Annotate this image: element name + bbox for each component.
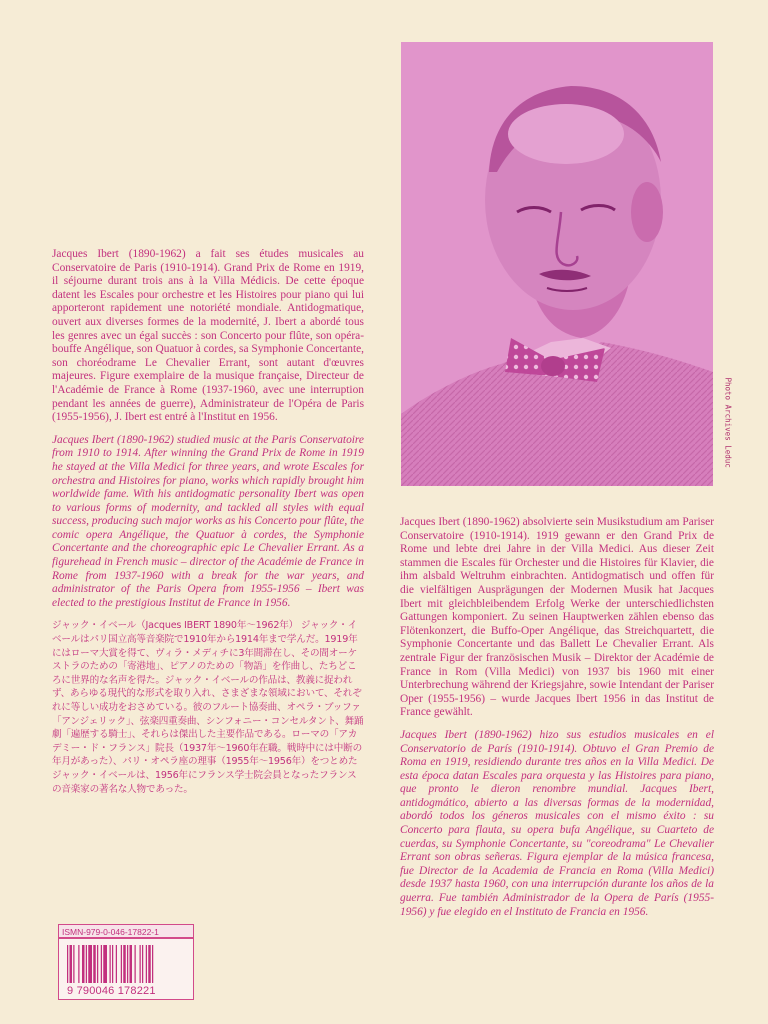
barcode-bar [70, 945, 73, 983]
barcode-bars [67, 945, 187, 985]
barcode-bar [88, 945, 92, 983]
barcode-bar [123, 945, 126, 983]
barcode-bar [78, 945, 79, 983]
barcode-bar [121, 945, 122, 983]
barcode-bar [140, 945, 141, 983]
barcode-bar [135, 945, 136, 983]
barcode-bar [110, 945, 111, 983]
barcode-bar [82, 945, 85, 983]
right-text-column [400, 516, 714, 928]
barcode-bar [73, 945, 74, 983]
barcode-bar [130, 945, 133, 983]
spanish-biography: Jacques Ibert (1890-1962) hizo sus estudios musicales en el Conservatorio de París (1910-1914). Obtuvo el Gran Premio de Roma en 1919, residiendo durante tres años en la Villa Medici. De esta época datan Escales para orquesta y las Histoires para piano, que pronto le dieron renombre mundial. Jacques Ibert, antidogmático, abierto a las diversas formas de la modernidad, abordó todos los géneros musicales con el mismo éxito : su Concerto para flauta, su opera bufa Angélique, su Cuarteto de cuerdas, su Symphonie Concertante, su "coreodrama" Le Chevalier Errant son obras señeras. Figura ejemplar de la música francesa, fue Director de la Academia de Francia en Roma (Villa Medici) desde 1937 hasta 1960, con una interrupción durante los años de la guerra. Fue también Administrador de la Opera de París (1955-1956) y fue elegido en el Instituto de Francia en 1956. [400, 728, 714, 918]
left-text-column [52, 248, 364, 805]
barcode-bar [112, 945, 113, 983]
barcode-bar [116, 945, 117, 983]
barcode [58, 938, 194, 1000]
portrait-illustration [401, 42, 713, 486]
barcode-bar [67, 945, 68, 983]
french-biography: Jacques Ibert (1890-1962) a fait ses études musicales au Conservatoire de Paris (1910-1914). Grand Prix de Rome en 1919, il séjourne durant trois ans à la Villa Médicis. De cette époque datent les Escales pour orchestre et les Histoires pour piano qui lui apporteront rapidement une notoriété mondiale. Antidogmatique, ouvert aux diverses formes de la modernité, J. Ibert a abordé tous les genres avec un égal succès : son Concerto pour flûte, son opéra-bouffe Angélique, son Quatuor à cordes, sa Symphonie Concertante, son choréodrame Le Chevalier Errant, sont autant d'œuvres majeures. Figure exemplaire de la musique française, Directeur de l'Académie de France à Rome (1937-1960, avec une interruption pendant les années de guerre), Administrateur de l'Opéra de Paris (1955-1956), J. Ibert est entré à l'Institut en 1956. [52, 248, 365, 424]
ismn-label: ISMN-979-0-046-17822-1 [58, 924, 194, 938]
composer-portrait-photo [401, 42, 713, 486]
japanese-biography: ジャック・イベール（Jacques IBERT 1890年〜1962年） ジャック・イベールはパリ国立高等音楽院で1910年から1914年まで学んだ。1919年にはローマ大賞を得て、ヴィラ・メディチに3年間滞在し、その間オーケストラのための「寄港地」、ピアノのための「物語」を作曲し、たちどころに世界的な名声を得た。ジャック・イベールの作品は、教義に捉われず、あらゆる現代的な形式を取り入れ、さまざまな領域において、それぞれに等しい成功をおさめている。彼のフルート協奏曲、オペラ・ブッファ「アンジェリック」、弦楽四重奏曲、シンフォニー・コンセルタント、舞踊劇「遍歴する騎士」、それらは傑出した主要作品である。ローマの「アカデミー・ド・フランス」院長（1937年〜1960年在職。戦時中には中断の年月があった）、パリ・オペラ座の理事（1955年〜1956年）をつとめたジャック・イベールは、1956年にフランス学士院会員となったフランスの音楽家の著名な人物であった。 [52, 620, 364, 795]
barcode-bar [97, 945, 98, 983]
barcode-bar [148, 945, 151, 983]
barcode-bar [86, 945, 87, 983]
barcode-bar [142, 945, 143, 983]
barcode-bar [127, 945, 128, 983]
barcode-bar [146, 945, 147, 983]
barcode-digits: 9 790046 178221 [67, 985, 156, 997]
english-biography: Jacques Ibert (1890-1962) studied music at the Paris Conservatoire from 1910 to 1914. After winning the Grand Prix de Rome in 1919 he stayed at the Villa Medici for three years, and wrote Escales for orchestra and Histoires for piano, works which rapidly brought him worldwide fame. With his antidogmatic personality Ibert was open to various forms of modernity, and tackled all styles with equal success, producing such major works as his Concerto pour flûte, the comic opera Angélique, the Quatuor à cordes, the Symphonie Concertante and the choreographic epic Le Chevalier Errant. As a figurehead in French music – director of the Académie de France in Rome from 1937-1960 with a break for the war years, and administrator of the Paris Opera from 1955-1956 – Ibert was elected to the prestigious Institut de France in 1956. [52, 433, 364, 609]
barcode-bar [93, 945, 96, 983]
barcode-bar [103, 945, 107, 983]
barcode-bar [152, 945, 153, 983]
photo-credit: Photo Archives Leduc [723, 377, 733, 468]
german-biography: Jacques Ibert (1890-1962) absolvierte sein Musikstudium am Pariser Conservatoire (1910-1914). 1919 gewann er den Grand Prix de Rome und lebte drei Jahre in der Villa Medici. Aus dieser Zeit stammen die Escales für Orchester und die Histoires für Klavier, die ihm alsbald Weltruhm einbrachten. Antidogmatisch und offen für die vielfältigen Ausprägungen der Modernen Musik hat Jacques Ibert mit gleichbleibendem Erfolg Werke der unterschiedlichsten Gattungen komponiert. Zu seinen Hauptwerken zählen ebenso das Flötenkonzert, die Buffo-Oper Angélique, das Streichquartett, die Symphonie Concertante und das Ballett Le Chevalier Errant. Als zentrale Figur der französischen Musik – Direktor der Académie de France in Rom (Villa Medici) von 1937 bis 1960 mit einer Unterbrechung während der Kriegsjahre, sowie Intendant der Pariser Oper (1955-1956) – wurde Jacques Ibert 1956 in das Institut de France gewählt. [400, 516, 714, 719]
barcode-bar [101, 945, 102, 983]
